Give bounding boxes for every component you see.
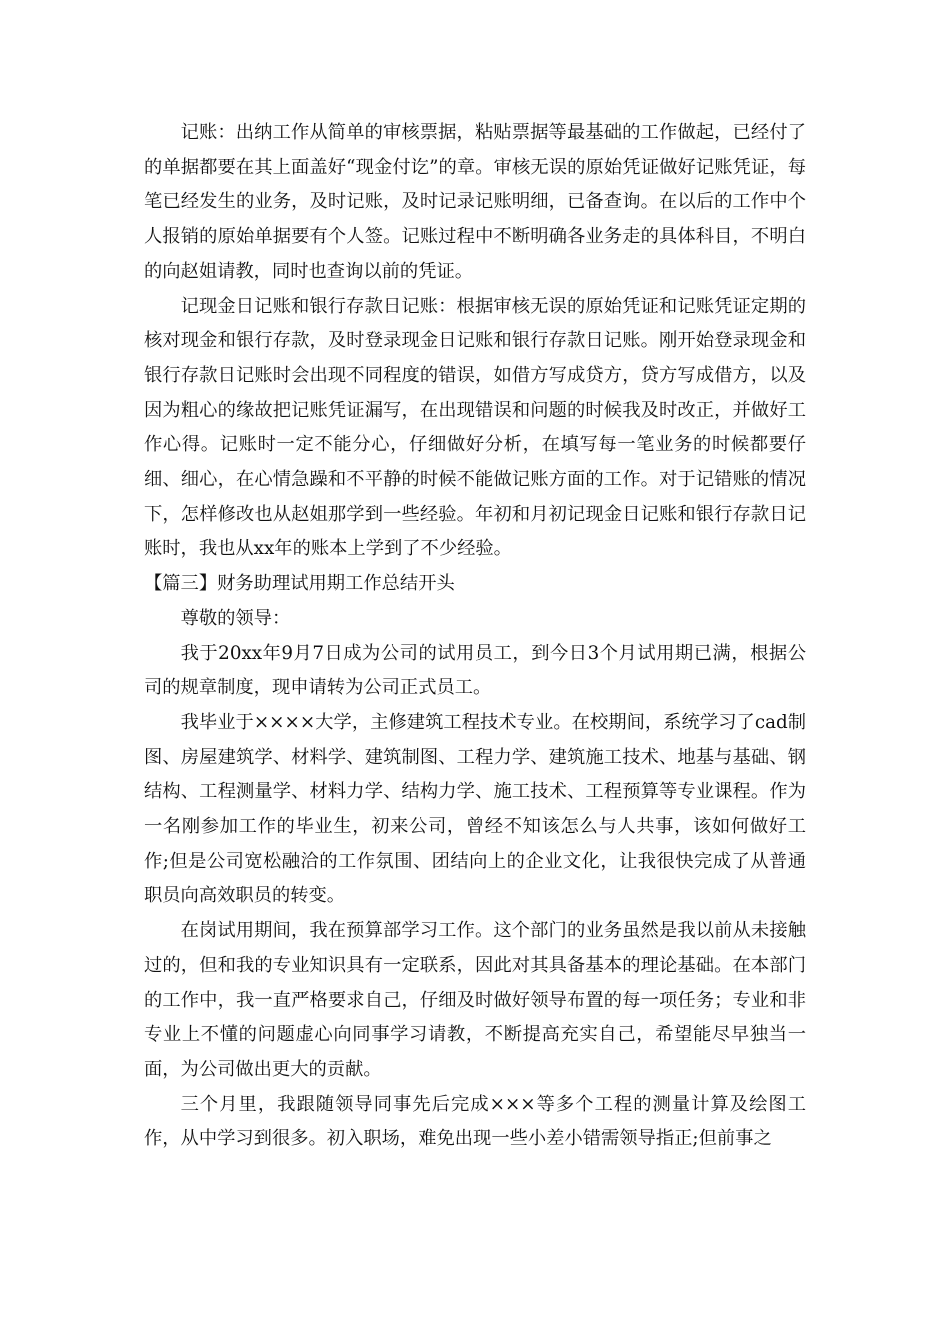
section-heading: 【篇三】财务助理试用期工作总结开头 (144, 573, 455, 595)
salutation: 尊敬的领导： (180, 607, 291, 629)
paragraph-work-experience: 在岗试用期间，我在预算部学习工作。这个部门的业务虽然是我以前从未接触过的，但和我的专业知识具有一定联系，因此对其具备基本的理论基础。在本部门的工作中，我一直严格要求自己，仔细及时做好领导布置的每一项任务；专业和非专业上不懂的问题虚心向同事学习请教，不断提高充实自己，希望能尽早独当一面，为公司做出更大的贡献。 (144, 920, 806, 1080)
paragraph-cash-journal: 记现金日记账和银行存款日记账：根据审核无误的原始凭证和记账凭证定期的核对现金和银行存款，及时登录现金日记账和银行存款日记账。刚开始登录现金和银行存款日记账时会出现不同程度的错误，如借方写成贷方，贷方写成借方，以及因为粗心的缘故把记账凭证漏写，在出现错误和问题的时候我及时改正，并做好工作心得。记账时一定不能分心，仔细做好分析，在填写每一笔业务的时候都要仔细、细心，在心情急躁和不平静的时候不能做记账方面的工作。对于记错账的情况下，怎样修改也从赵姐那学到一些经验。年初和月初记现金日记账和银行存款日记账时，我也从xx年的账本上学到了不少经验。 (144, 295, 806, 560)
paragraph-bookkeeping: 记账：出纳工作从简单的审核票据，粘贴票据等最基础的工作做起，已经付了的单据都要在其上面盖好“现金付讫”的章。审核无误的原始凭证做好记账凭证，每笔已经发生的业务，及时记账，及时记录记账明细，已备查询。在以后的工作中个人报销的原始单据要有个人签。记账过程中不断明确各业务走的具体科目，不明白的向赵姐请教，同时也查询以前的凭证。 (144, 122, 806, 282)
paragraph-three-months: 三个月里，我跟随领导同事先后完成×××等多个工程的测量计算及绘图工作，从中学习到很多。初入职场，难免出现一些小差小错需领导指正;但前事之 (144, 1093, 806, 1150)
document-body (144, 116, 806, 1157)
paragraph-education: 我毕业于××××大学，主修建筑工程技术专业。在校期间，系统学习了cad制图、房屋建筑学、材料学、建筑制图、工程力学、建筑施工技术、地基与基础、钢结构、工程测量学、材料力学、结构力学、施工技术、工程预算等专业课程。作为一名刚参加工作的毕业生，初来公司，曾经不知该怎么与人共事，该如何做好工作;但是公司宽松融洽的工作氛围、团结向上的企业文化，让我很快完成了从普通职员向高效职员的转变。 (144, 711, 806, 907)
paragraph-probation-intro: 我于20xx年9月7日成为公司的试用员工，到今日3个月试用期已满，根据公司的规章制度，现申请转为公司正式员工。 (144, 642, 806, 699)
